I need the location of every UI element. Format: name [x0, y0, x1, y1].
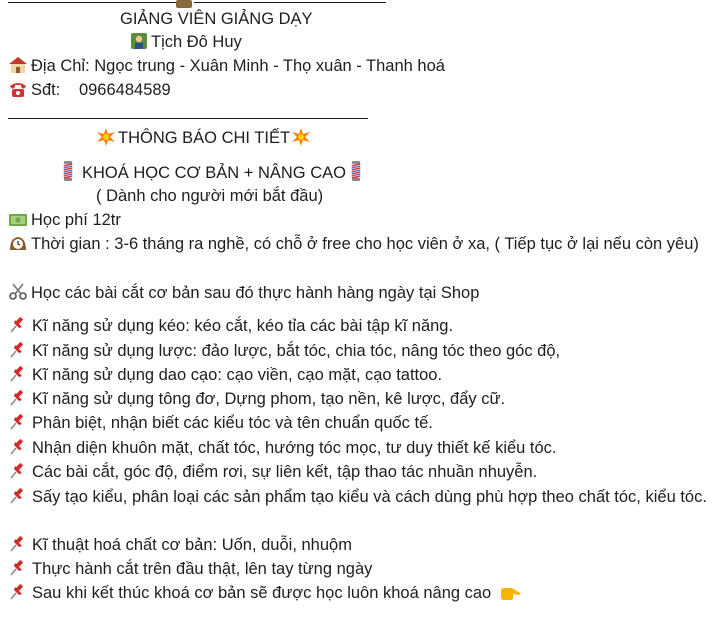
address-row — [8, 55, 445, 80]
skill-text: Nhận diện khuôn mặt, chất tóc, hướng tóc mọc, tư duy thiết kế kiểu tóc. — [32, 439, 557, 457]
skill-text: Các bài cắt, góc độ, điểm rơi, sự liên kết, tập thao tác nhuần nhuyễn. — [32, 463, 538, 481]
pushpin-icon — [8, 462, 26, 480]
skill-text: Kĩ năng sử dụng dao cạo: cạo viền, cạo mặt, cạo tattoo. — [32, 366, 443, 384]
pushpin-icon — [8, 559, 26, 577]
course-subtitle: ( Dành cho người mới bắt đầu) — [96, 187, 324, 205]
pushpin-icon — [8, 487, 26, 505]
pushpin-icon — [8, 438, 26, 456]
skill-item — [8, 388, 505, 410]
pointing-hand-icon — [500, 585, 522, 607]
duration-text: Thời gian : 3-6 tháng ra nghề, có chỗ ở free cho học viên ở xa, ( Tiếp tục ở lại nếu còn yêu) — [31, 235, 699, 253]
telephone-icon — [8, 80, 28, 104]
skill-text: Kĩ năng sử dụng kéo: kéo cắt, kéo tỉa các bài tập kĩ năng. — [32, 317, 454, 335]
skill-item — [8, 461, 537, 483]
fee-text: Học phí 12tr — [31, 211, 121, 229]
teacher-name: Tịch Đô Huy — [151, 33, 242, 51]
phone-label: Sđt: — [31, 81, 61, 99]
skill-text: Sấy tạo kiểu, phân loại các sản phẩm tạo kiểu và cách dùng phù hợp theo chất tóc, kiểu tóc. — [32, 488, 707, 506]
skill-item — [8, 364, 442, 386]
skill-item — [8, 485, 708, 509]
barber-pole-icon — [62, 161, 74, 187]
skill-text: Sau khi kết thúc khoá cơ bản sẽ được học luôn khoá nâng cao — [32, 584, 492, 602]
teacher-name-row — [130, 31, 242, 56]
pushpin-icon — [8, 365, 26, 383]
clock-icon — [8, 234, 28, 259]
skill-text: Kĩ thuật hoá chất cơ bản: Uốn, duỗi, nhuộm — [32, 536, 352, 554]
course-title-row — [62, 161, 365, 187]
collision-icon — [292, 128, 310, 152]
course-title: KHOÁ HỌC CƠ BẢN + NÂNG CAO — [82, 164, 346, 182]
collision-icon — [97, 128, 115, 152]
barber-pole-icon — [350, 161, 362, 187]
person-icon — [130, 32, 148, 56]
skill-text: Phân biệt, nhận biết các kiểu tóc và tên chuẩn quốc tế. — [32, 414, 433, 432]
notice-title: THÔNG BÁO CHI TIẾT — [118, 129, 291, 147]
pushpin-icon — [8, 389, 26, 407]
skill-text: Kĩ năng sử dụng lược: đảo lược, bắt tóc, chia tóc, nâng tóc theo góc độ, — [32, 342, 561, 360]
skill-item — [8, 582, 525, 607]
duration-row — [8, 232, 708, 259]
divider-middle — [8, 118, 368, 119]
skill-item — [8, 437, 557, 459]
skill-text: Thực hành cắt trên đầu thật, lên tay từng ngày — [32, 560, 373, 578]
divider-top-right — [194, 2, 386, 3]
skill-item — [8, 315, 453, 337]
pushpin-icon — [8, 316, 26, 334]
skill-text: Kĩ năng sử dụng tông đơ, Dựng phom, tạo nền, kê lược, đẩy cữ. — [32, 390, 506, 408]
skill-item — [8, 534, 352, 556]
skill-item — [8, 340, 560, 362]
practice-row — [8, 282, 479, 307]
practice-text: Học các bài cắt cơ bản sau đó thực hành hàng ngày tại Shop — [31, 284, 480, 302]
teacher-role: GIẢNG VIÊN GIẢNG DẠY — [120, 10, 313, 28]
divider-top-left — [8, 2, 176, 3]
address-text: Địa Chỉ: Ngọc trung - Xuân Minh - Thọ xuân - Thanh hoá — [31, 57, 445, 75]
pushpin-icon — [8, 413, 26, 431]
fee-row — [8, 209, 121, 234]
house-icon — [8, 56, 28, 80]
skill-item — [8, 412, 433, 434]
phone-number: 0966484589 — [78, 81, 171, 99]
money-icon — [8, 212, 28, 234]
pushpin-icon — [8, 583, 26, 601]
phone-row — [8, 79, 171, 104]
skill-item — [8, 558, 372, 580]
scissors-icon — [8, 283, 28, 307]
pushpin-icon — [8, 341, 26, 359]
pushpin-icon — [8, 535, 26, 553]
notice-title-row — [97, 127, 313, 152]
